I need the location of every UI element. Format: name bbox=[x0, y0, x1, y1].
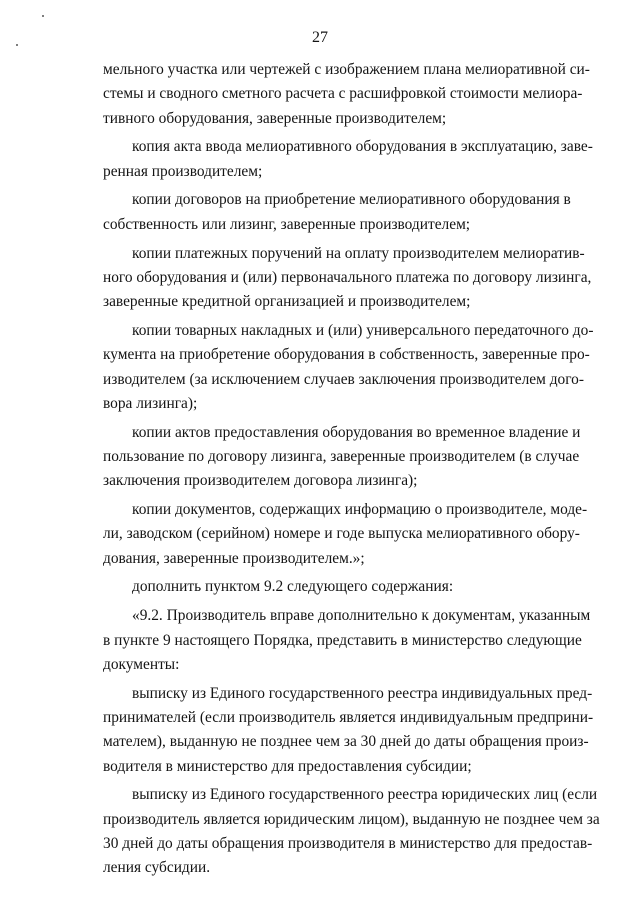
scan-speck bbox=[42, 15, 44, 17]
document-paragraph bbox=[74, 604, 591, 677]
text-line: «9.2. Производитель вправе дополнительно к документам, указанным bbox=[132, 607, 591, 625]
text-line: копия акта ввода мелиоративного оборудования в эксплуатацию, заве- bbox=[132, 138, 593, 156]
document-paragraph bbox=[74, 242, 592, 315]
text-line: дования, заверенные производителем.»; bbox=[103, 549, 365, 567]
text-line: мельного участка или чертежей с изображением плана мелиоративной си- bbox=[103, 61, 590, 78]
page-number: 27 bbox=[312, 29, 328, 46]
text-line: ного оборудования и (или) первоначального платежа по договору лизинга, bbox=[103, 268, 592, 286]
text-line: копии товарных накладных и (или) универсального передаточного до- bbox=[132, 321, 594, 339]
text-line: заключения производителем договора лизинга); bbox=[103, 472, 418, 490]
text-line: тивного оборудования, заверенные производителем; bbox=[103, 109, 447, 127]
text-line: 30 дней до даты обращения производителя в министерство для предостав- bbox=[103, 834, 593, 852]
document-paragraph bbox=[74, 783, 600, 880]
text-line: выписку из Единого государственного реестра юридических лиц (если bbox=[132, 786, 598, 804]
document-body bbox=[74, 58, 600, 885]
text-line: производитель является юридическим лицом), выданную не позднее чем за bbox=[103, 810, 600, 828]
text-line: вора лизинга); bbox=[103, 394, 198, 412]
text-line: изводителем (за исключением случаев заключения производителем дого- bbox=[103, 370, 584, 388]
document-paragraph bbox=[74, 421, 581, 494]
text-line: дополнить пунктом 9.2 следующего содержания: bbox=[132, 578, 454, 596]
document-paragraph bbox=[74, 575, 562, 599]
text-line: мателем), выданную не позднее чем за 30 дней до даты обращения произ- bbox=[103, 733, 589, 751]
document-paragraph bbox=[74, 319, 594, 416]
text-line: копии актов предоставления оборудования во временное владение и bbox=[132, 423, 581, 441]
text-line: кумента на приобретение оборудования в собственность, заверенные про- bbox=[103, 346, 590, 364]
text-line: в пункте 9 настоящего Порядка, представить в министерство следующие bbox=[103, 631, 582, 649]
text-line: копии платежных поручений на оплату производителем мелиоратив- bbox=[132, 244, 585, 262]
document-paragraph bbox=[74, 682, 594, 779]
text-line: водителя в министерство для предоставления субсидии; bbox=[103, 757, 472, 775]
text-line: выписку из Единого государственного реестра индивидуальных пред- bbox=[132, 684, 593, 702]
document-paragraph bbox=[74, 135, 593, 184]
text-line: принимателей (если производитель является индивидуальным предприни- bbox=[103, 708, 594, 726]
text-line: стемы и сводного сметного расчета с расшифровкой стоимости мелиора- bbox=[103, 85, 583, 103]
document-paragraph bbox=[74, 498, 588, 571]
text-line: заверенные кредитной организацией и производителем; bbox=[103, 293, 471, 311]
text-line: ления субсидии. bbox=[103, 859, 211, 877]
text-line: пользование по договору лизинга, заверенные производителем (в случае bbox=[103, 447, 580, 465]
text-line: копии документов, содержащих информацию о производителе, моде- bbox=[132, 501, 588, 519]
text-line: ренная производителем; bbox=[103, 162, 263, 180]
text-line: копии договоров на приобретение мелиоративного оборудования в bbox=[132, 191, 571, 209]
text-line: собственность или лизинг, заверенные производителем; bbox=[103, 215, 471, 233]
text-line: ли, заводском (серийном) номере и годе выпуска мелиоративного обору- bbox=[103, 525, 580, 543]
document-paragraph bbox=[74, 58, 590, 131]
document-paragraph bbox=[74, 188, 571, 237]
text-line: документы: bbox=[103, 655, 180, 673]
